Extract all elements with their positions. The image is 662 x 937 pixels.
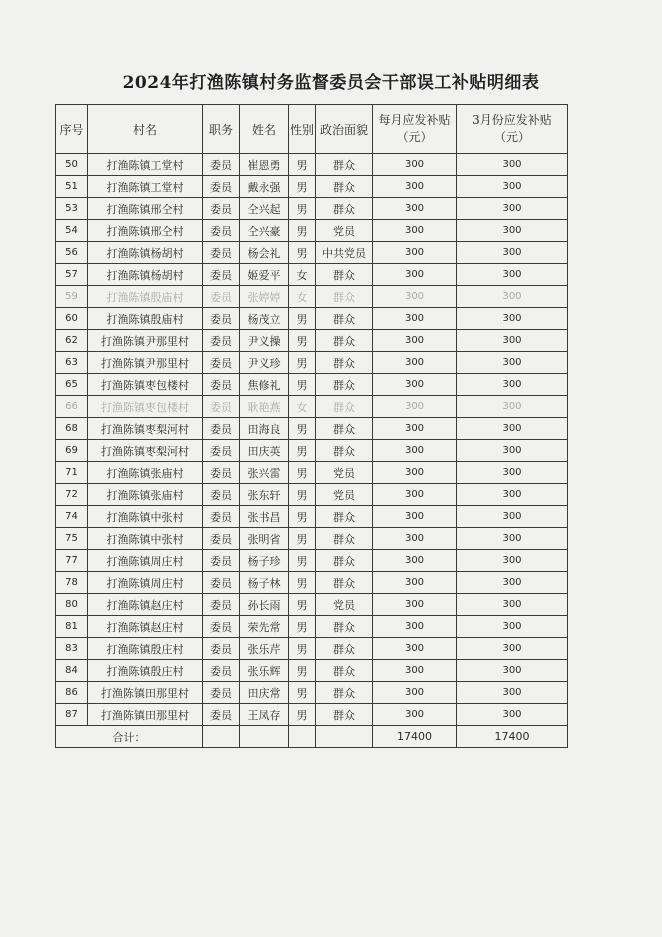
cell-monthly-subsidy: 300 bbox=[373, 308, 457, 330]
table-row bbox=[56, 330, 568, 352]
cell-name: 杨子林 bbox=[240, 572, 289, 594]
cell-gender: 男 bbox=[289, 506, 316, 528]
cell-politics: 群众 bbox=[316, 176, 373, 198]
table-row bbox=[56, 308, 568, 330]
page-title: 2024年打渔陈镇村务监督委员会干部误工补贴明细表 bbox=[122, 73, 540, 93]
table-row bbox=[56, 594, 568, 616]
cell-gender: 女 bbox=[289, 286, 316, 308]
cell-name: 田海良 bbox=[240, 418, 289, 440]
cell-monthly-subsidy: 300 bbox=[373, 286, 457, 308]
cell-march-subsidy: 300 bbox=[457, 704, 568, 726]
cell-village: 打渔陈镇邢仝村 bbox=[88, 198, 203, 220]
cell-name: 王凤存 bbox=[240, 704, 289, 726]
cell-seq: 66 bbox=[56, 396, 88, 418]
cell-village: 打渔陈镇枣梨河村 bbox=[88, 418, 203, 440]
cell-name: 仝兴起 bbox=[240, 198, 289, 220]
table-row bbox=[56, 550, 568, 572]
cell-politics: 群众 bbox=[316, 264, 373, 286]
table-header-row bbox=[56, 105, 568, 154]
table-body bbox=[56, 154, 568, 726]
cell-village: 打渔陈镇杨胡村 bbox=[88, 264, 203, 286]
cell-gender: 男 bbox=[289, 682, 316, 704]
cell-gender: 男 bbox=[289, 418, 316, 440]
cell-name: 张明省 bbox=[240, 528, 289, 550]
cell-position: 委员 bbox=[203, 352, 240, 374]
cell-name: 张东轩 bbox=[240, 484, 289, 506]
cell-gender: 男 bbox=[289, 594, 316, 616]
cell-gender: 男 bbox=[289, 660, 316, 682]
cell-march-subsidy: 300 bbox=[457, 550, 568, 572]
cell-politics: 群众 bbox=[316, 440, 373, 462]
cell-monthly-subsidy: 300 bbox=[373, 484, 457, 506]
cell-position: 委员 bbox=[203, 242, 240, 264]
table-row bbox=[56, 242, 568, 264]
cell-march-subsidy: 300 bbox=[457, 660, 568, 682]
cell-march-subsidy: 300 bbox=[457, 594, 568, 616]
cell-gender: 男 bbox=[289, 154, 316, 176]
cell-position: 委员 bbox=[203, 682, 240, 704]
cell-position: 委员 bbox=[203, 396, 240, 418]
cell-name: 荣先常 bbox=[240, 616, 289, 638]
cell-village: 打渔陈镇殷庙村 bbox=[88, 308, 203, 330]
cell-gender: 男 bbox=[289, 308, 316, 330]
cell-seq: 75 bbox=[56, 528, 88, 550]
cell-march-subsidy: 300 bbox=[457, 462, 568, 484]
cell-monthly-subsidy: 300 bbox=[373, 198, 457, 220]
cell-politics: 群众 bbox=[316, 396, 373, 418]
cell-politics: 群众 bbox=[316, 572, 373, 594]
header-seq: 序号 bbox=[56, 105, 88, 154]
cell-march-subsidy: 300 bbox=[457, 220, 568, 242]
cell-monthly-subsidy: 300 bbox=[373, 462, 457, 484]
cell-village: 打渔陈镇中张村 bbox=[88, 506, 203, 528]
cell-politics: 群众 bbox=[316, 352, 373, 374]
cell-politics: 群众 bbox=[316, 616, 373, 638]
cell-seq: 63 bbox=[56, 352, 88, 374]
cell-name: 张书昌 bbox=[240, 506, 289, 528]
table-row bbox=[56, 572, 568, 594]
cell-gender: 男 bbox=[289, 572, 316, 594]
table-row bbox=[56, 220, 568, 242]
cell-gender: 女 bbox=[289, 264, 316, 286]
header-village: 村名 bbox=[88, 105, 203, 154]
total-empty-cell bbox=[316, 726, 373, 748]
cell-monthly-subsidy: 300 bbox=[373, 572, 457, 594]
cell-monthly-subsidy: 300 bbox=[373, 176, 457, 198]
cell-name: 尹义珍 bbox=[240, 352, 289, 374]
cell-march-subsidy: 300 bbox=[457, 374, 568, 396]
header-position: 职务 bbox=[203, 105, 240, 154]
header-march-subsidy-line1: 3月份应发补贴 bbox=[472, 113, 552, 127]
header-politics: 政治面貌 bbox=[316, 105, 373, 154]
cell-name: 姬爱平 bbox=[240, 264, 289, 286]
cell-name: 杨会礼 bbox=[240, 242, 289, 264]
total-empty-cell bbox=[289, 726, 316, 748]
cell-march-subsidy: 300 bbox=[457, 198, 568, 220]
cell-politics: 群众 bbox=[316, 308, 373, 330]
cell-village: 打渔陈镇杨胡村 bbox=[88, 242, 203, 264]
cell-gender: 男 bbox=[289, 528, 316, 550]
cell-position: 委员 bbox=[203, 638, 240, 660]
cell-seq: 87 bbox=[56, 704, 88, 726]
cell-position: 委员 bbox=[203, 220, 240, 242]
cell-politics: 群众 bbox=[316, 528, 373, 550]
cell-march-subsidy: 300 bbox=[457, 176, 568, 198]
total-empty-cell bbox=[240, 726, 289, 748]
cell-seq: 62 bbox=[56, 330, 88, 352]
cell-monthly-subsidy: 300 bbox=[373, 638, 457, 660]
cell-position: 委员 bbox=[203, 704, 240, 726]
cell-position: 委员 bbox=[203, 528, 240, 550]
cell-monthly-subsidy: 300 bbox=[373, 682, 457, 704]
cell-village: 打渔陈镇中张村 bbox=[88, 528, 203, 550]
cell-monthly-subsidy: 300 bbox=[373, 550, 457, 572]
cell-seq: 77 bbox=[56, 550, 88, 572]
cell-politics: 群众 bbox=[316, 286, 373, 308]
cell-gender: 男 bbox=[289, 462, 316, 484]
table-row bbox=[56, 528, 568, 550]
cell-position: 委员 bbox=[203, 374, 240, 396]
total-label: 合计： bbox=[56, 726, 203, 748]
cell-monthly-subsidy: 300 bbox=[373, 616, 457, 638]
cell-position: 委员 bbox=[203, 264, 240, 286]
cell-village: 打渔陈镇殷庄村 bbox=[88, 660, 203, 682]
cell-march-subsidy: 300 bbox=[457, 440, 568, 462]
cell-village: 打渔陈镇张庙村 bbox=[88, 462, 203, 484]
cell-march-subsidy: 300 bbox=[457, 286, 568, 308]
cell-monthly-subsidy: 300 bbox=[373, 374, 457, 396]
cell-march-subsidy: 300 bbox=[457, 396, 568, 418]
cell-position: 委员 bbox=[203, 572, 240, 594]
cell-name: 戴永强 bbox=[240, 176, 289, 198]
cell-seq: 65 bbox=[56, 374, 88, 396]
cell-gender: 男 bbox=[289, 374, 316, 396]
cell-gender: 男 bbox=[289, 616, 316, 638]
header-name: 姓名 bbox=[240, 105, 289, 154]
cell-village: 打渔陈镇赵庄村 bbox=[88, 616, 203, 638]
cell-position: 委员 bbox=[203, 462, 240, 484]
cell-gender: 男 bbox=[289, 704, 316, 726]
header-monthly-subsidy-line2: （元） bbox=[396, 130, 433, 144]
subsidy-table bbox=[55, 104, 568, 748]
cell-gender: 男 bbox=[289, 638, 316, 660]
cell-monthly-subsidy: 300 bbox=[373, 528, 457, 550]
cell-politics: 群众 bbox=[316, 660, 373, 682]
cell-politics: 中共党员 bbox=[316, 242, 373, 264]
cell-position: 委员 bbox=[203, 594, 240, 616]
cell-village: 打渔陈镇枣梨河村 bbox=[88, 440, 203, 462]
cell-village: 打渔陈镇枣包楼村 bbox=[88, 374, 203, 396]
cell-position: 委员 bbox=[203, 616, 240, 638]
table-row bbox=[56, 352, 568, 374]
cell-name: 田庆常 bbox=[240, 682, 289, 704]
header-monthly-subsidy-line1: 每月应发补贴 bbox=[378, 113, 451, 127]
table-row bbox=[56, 440, 568, 462]
cell-march-subsidy: 300 bbox=[457, 154, 568, 176]
total-empty-cell bbox=[203, 726, 240, 748]
cell-march-subsidy: 300 bbox=[457, 616, 568, 638]
cell-seq: 57 bbox=[56, 264, 88, 286]
cell-position: 委员 bbox=[203, 154, 240, 176]
cell-village: 打渔陈镇周庄村 bbox=[88, 572, 203, 594]
cell-march-subsidy: 300 bbox=[457, 308, 568, 330]
cell-monthly-subsidy: 300 bbox=[373, 660, 457, 682]
cell-position: 委员 bbox=[203, 660, 240, 682]
table-row bbox=[56, 176, 568, 198]
cell-politics: 群众 bbox=[316, 682, 373, 704]
table-row bbox=[56, 374, 568, 396]
cell-seq: 69 bbox=[56, 440, 88, 462]
cell-name: 杨子珍 bbox=[240, 550, 289, 572]
cell-position: 委员 bbox=[203, 418, 240, 440]
cell-monthly-subsidy: 300 bbox=[373, 418, 457, 440]
cell-politics: 党员 bbox=[316, 462, 373, 484]
cell-village: 打渔陈镇尹那里村 bbox=[88, 330, 203, 352]
table-row bbox=[56, 484, 568, 506]
table-row bbox=[56, 198, 568, 220]
cell-gender: 男 bbox=[289, 440, 316, 462]
table-row bbox=[56, 616, 568, 638]
cell-position: 委员 bbox=[203, 440, 240, 462]
cell-monthly-subsidy: 300 bbox=[373, 594, 457, 616]
table-row bbox=[56, 154, 568, 176]
cell-seq: 71 bbox=[56, 462, 88, 484]
cell-march-subsidy: 300 bbox=[457, 528, 568, 550]
cell-seq: 50 bbox=[56, 154, 88, 176]
cell-seq: 86 bbox=[56, 682, 88, 704]
cell-seq: 72 bbox=[56, 484, 88, 506]
cell-village: 打渔陈镇邢仝村 bbox=[88, 220, 203, 242]
total-row bbox=[56, 726, 568, 748]
cell-seq: 80 bbox=[56, 594, 88, 616]
cell-gender: 男 bbox=[289, 198, 316, 220]
cell-politics: 群众 bbox=[316, 550, 373, 572]
cell-politics: 党员 bbox=[316, 594, 373, 616]
table-row bbox=[56, 682, 568, 704]
cell-seq: 68 bbox=[56, 418, 88, 440]
cell-seq: 56 bbox=[56, 242, 88, 264]
cell-seq: 84 bbox=[56, 660, 88, 682]
total-monthly: 17400 bbox=[373, 726, 457, 748]
cell-position: 委员 bbox=[203, 330, 240, 352]
cell-politics: 群众 bbox=[316, 374, 373, 396]
cell-monthly-subsidy: 300 bbox=[373, 704, 457, 726]
cell-monthly-subsidy: 300 bbox=[373, 396, 457, 418]
cell-march-subsidy: 300 bbox=[457, 242, 568, 264]
table-row bbox=[56, 660, 568, 682]
table-row bbox=[56, 396, 568, 418]
cell-seq: 54 bbox=[56, 220, 88, 242]
cell-name: 杨茂立 bbox=[240, 308, 289, 330]
cell-monthly-subsidy: 300 bbox=[373, 506, 457, 528]
cell-seq: 59 bbox=[56, 286, 88, 308]
header-monthly-subsidy bbox=[373, 105, 457, 154]
cell-position: 委员 bbox=[203, 484, 240, 506]
cell-name: 张乐芹 bbox=[240, 638, 289, 660]
cell-village: 打渔陈镇殷庄村 bbox=[88, 638, 203, 660]
cell-name: 张乐辉 bbox=[240, 660, 289, 682]
table-row bbox=[56, 506, 568, 528]
cell-march-subsidy: 300 bbox=[457, 506, 568, 528]
cell-seq: 51 bbox=[56, 176, 88, 198]
cell-name: 尹义操 bbox=[240, 330, 289, 352]
cell-seq: 78 bbox=[56, 572, 88, 594]
cell-position: 委员 bbox=[203, 198, 240, 220]
cell-name: 耿艳燕 bbox=[240, 396, 289, 418]
cell-politics: 群众 bbox=[316, 638, 373, 660]
cell-march-subsidy: 300 bbox=[457, 484, 568, 506]
cell-march-subsidy: 300 bbox=[457, 264, 568, 286]
table-row bbox=[56, 638, 568, 660]
cell-village: 打渔陈镇尹那里村 bbox=[88, 352, 203, 374]
cell-gender: 男 bbox=[289, 484, 316, 506]
cell-monthly-subsidy: 300 bbox=[373, 242, 457, 264]
cell-position: 委员 bbox=[203, 506, 240, 528]
cell-gender: 男 bbox=[289, 330, 316, 352]
cell-politics: 群众 bbox=[316, 418, 373, 440]
table-row bbox=[56, 418, 568, 440]
cell-gender: 男 bbox=[289, 352, 316, 374]
cell-name: 崔恩勇 bbox=[240, 154, 289, 176]
table-row bbox=[56, 286, 568, 308]
cell-name: 张兴雷 bbox=[240, 462, 289, 484]
cell-seq: 81 bbox=[56, 616, 88, 638]
cell-monthly-subsidy: 300 bbox=[373, 220, 457, 242]
cell-march-subsidy: 300 bbox=[457, 572, 568, 594]
cell-position: 委员 bbox=[203, 550, 240, 572]
cell-gender: 男 bbox=[289, 242, 316, 264]
cell-position: 委员 bbox=[203, 176, 240, 198]
cell-march-subsidy: 300 bbox=[457, 352, 568, 374]
cell-village: 打渔陈镇殷庙村 bbox=[88, 286, 203, 308]
cell-village: 打渔陈镇田那里村 bbox=[88, 682, 203, 704]
table-row bbox=[56, 704, 568, 726]
cell-politics: 群众 bbox=[316, 198, 373, 220]
cell-march-subsidy: 300 bbox=[457, 330, 568, 352]
cell-position: 委员 bbox=[203, 308, 240, 330]
header-gender: 性别 bbox=[289, 105, 316, 154]
cell-politics: 群众 bbox=[316, 506, 373, 528]
cell-monthly-subsidy: 300 bbox=[373, 352, 457, 374]
cell-seq: 74 bbox=[56, 506, 88, 528]
header-march-subsidy bbox=[457, 105, 568, 154]
cell-name: 田庆英 bbox=[240, 440, 289, 462]
cell-gender: 男 bbox=[289, 176, 316, 198]
cell-position: 委员 bbox=[203, 286, 240, 308]
total-march: 17400 bbox=[457, 726, 568, 748]
cell-village: 打渔陈镇周庄村 bbox=[88, 550, 203, 572]
cell-name: 孙长雨 bbox=[240, 594, 289, 616]
cell-monthly-subsidy: 300 bbox=[373, 264, 457, 286]
cell-gender: 女 bbox=[289, 396, 316, 418]
cell-seq: 60 bbox=[56, 308, 88, 330]
cell-politics: 党员 bbox=[316, 220, 373, 242]
cell-politics: 群众 bbox=[316, 704, 373, 726]
cell-village: 打渔陈镇枣包楼村 bbox=[88, 396, 203, 418]
cell-march-subsidy: 300 bbox=[457, 418, 568, 440]
cell-monthly-subsidy: 300 bbox=[373, 440, 457, 462]
cell-monthly-subsidy: 300 bbox=[373, 330, 457, 352]
cell-village: 打渔陈镇工堂村 bbox=[88, 176, 203, 198]
cell-village: 打渔陈镇田那里村 bbox=[88, 704, 203, 726]
header-march-subsidy-line2: （元） bbox=[493, 130, 530, 144]
cell-seq: 83 bbox=[56, 638, 88, 660]
table-row bbox=[56, 462, 568, 484]
cell-politics: 群众 bbox=[316, 154, 373, 176]
cell-politics: 群众 bbox=[316, 330, 373, 352]
cell-gender: 男 bbox=[289, 550, 316, 572]
cell-gender: 男 bbox=[289, 220, 316, 242]
cell-village: 打渔陈镇赵庄村 bbox=[88, 594, 203, 616]
cell-name: 仝兴豪 bbox=[240, 220, 289, 242]
cell-village: 打渔陈镇张庙村 bbox=[88, 484, 203, 506]
table-row bbox=[56, 264, 568, 286]
cell-seq: 53 bbox=[56, 198, 88, 220]
cell-march-subsidy: 300 bbox=[457, 638, 568, 660]
cell-monthly-subsidy: 300 bbox=[373, 154, 457, 176]
cell-name: 张婷婷 bbox=[240, 286, 289, 308]
cell-village: 打渔陈镇工堂村 bbox=[88, 154, 203, 176]
cell-march-subsidy: 300 bbox=[457, 682, 568, 704]
cell-name: 焦修礼 bbox=[240, 374, 289, 396]
cell-politics: 党员 bbox=[316, 484, 373, 506]
